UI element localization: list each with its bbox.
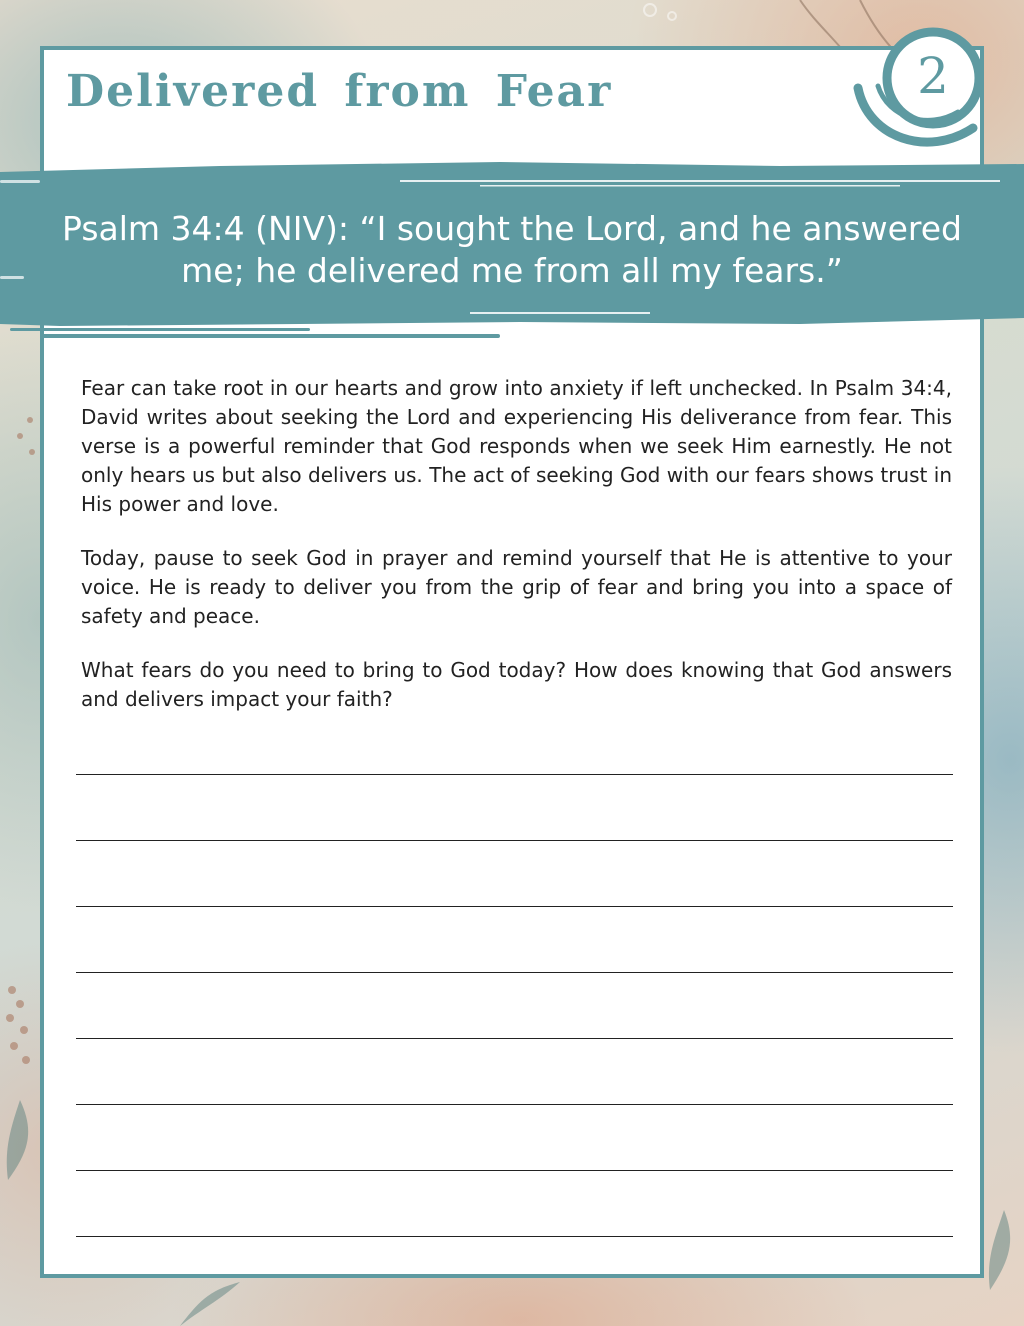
writing-line[interactable]: [76, 1038, 953, 1039]
writing-line[interactable]: [76, 840, 953, 841]
writing-line[interactable]: [76, 972, 953, 973]
writing-line[interactable]: [76, 1236, 953, 1237]
verse-banner: [0, 158, 1024, 358]
writing-line[interactable]: [76, 1104, 953, 1105]
writing-line[interactable]: [76, 774, 953, 775]
verse-text: Psalm 34:4 (NIV): “I sought the Lord, and he answered me; he delivered me from all my fears.”: [62, 209, 962, 290]
journal-lines: [76, 774, 953, 1302]
reflection-question: What fears do you need to bring to God today? How does knowing that God answers and delivers impact your faith?: [81, 658, 952, 711]
writing-line[interactable]: [76, 906, 953, 907]
paragraph: Today, pause to seek God in prayer and remind yourself that He is attentive to your voice. He is ready to deliver you from the grip of fear and bring you into a space of safety and peace.: [81, 546, 952, 628]
page-title: Delivered from Fear: [66, 66, 613, 117]
devotional-text: [81, 374, 952, 739]
writing-line[interactable]: [76, 1170, 953, 1171]
day-number: 2: [917, 47, 949, 105]
paragraph: Fear can take root in our hearts and grow into anxiety if left unchecked. In Psalm 34:4, David writes about seeking the Lord and experiencing His deliverance from fear. This verse is a powerful reminder that God responds when we seek Him earnestly. He not only hears us but also delivers us. The act of seeking God with our fears shows trust in His power and love.: [81, 376, 952, 516]
